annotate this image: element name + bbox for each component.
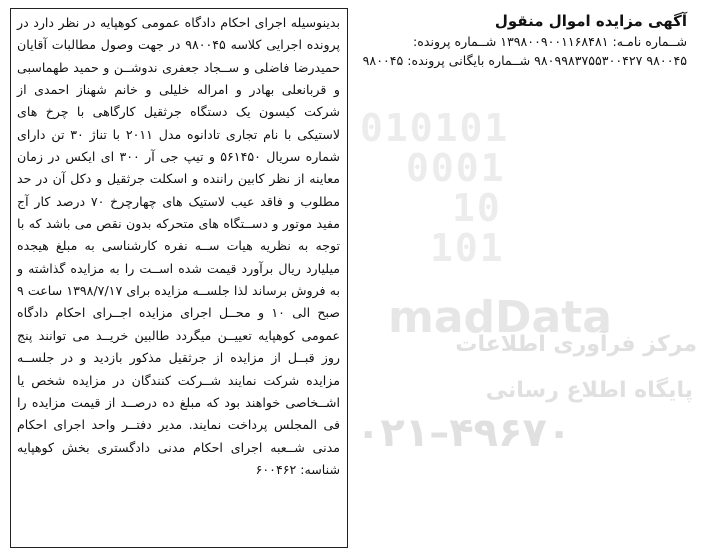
ad-body-text: بدینوسیله اجرای احکام دادگاه عمومی کوهپایه در نظر دارد در پرونده اجرایی کلاسه ۹۸۰۰۴۵ در جهت وصول مطالبات آقایان حمیدرضا فاضلی و ســجاد جعفری ندوشــن و حمید طهماسبی و قربانعلی بهادر و امراله خلیلی و خانم شهناز احمدی از شرکت کیسون یک دستگاه جرثقیل کارگاهی با چرخ های لاستیکی با نام تجاری تادانوه مدل ۲۰۱۱ با تناژ ۳۰ تن دارای شماره سریال ۵۶۱۴۵۰ و تیپ جی آر ۳۰۰ ای ایکس در زمان معاینه از نظر کابین راننده و اسکلت جرثقیل و دکل آن در حد مطلوب و فاقد عیب لاستیک های چهارچرخ ۷۰ درصد کار آج مفید موتور و دســتگاه های متحرکه بدون نقص می باشد که با توجه به نظریه هیات ســه نفره کارشناسی به مبلغ هیجده میلیارد ریال برآورد قیمت شده اســت را به مزایده گذاشته و به فروش برساند لذا جلســه مزایده برای ۱۳۹۸/۷/۱۷ ساعت ۹ صبح الی ۱۰ و محــل اجرای مزایده اجــرای احکام دادگاه عمومی کوهپایه تعییــن میگردد طالبین خریــد می توانند پنج روز قبــل از مزایده از جرثقیل مذکور بازدید و در جلســه مزایده شرکت نمایند شــرکت کنندگان در مزایده شخص یا اشــخاصی خواهند بود که مبلغ ده درصــد از قیمت مزایده را فی المجلس پرداخت نمایند. مدیر دفتــر واحد اجرای احکام مدنی شــعبه اجرای احکام مدنی دادگستری بخش کوهپایه شناسه: ۶۰۰۴۶۲ bbox=[17, 15, 341, 477]
watermark-logo-text: madData bbox=[388, 292, 612, 343]
watermark-digits bbox=[360, 108, 509, 268]
ad-title: آگهی مزایده اموال منقول bbox=[494, 12, 687, 30]
ad-header bbox=[357, 10, 687, 70]
watermark-digit-row: 10 bbox=[452, 186, 502, 230]
watermark-base-text: پایگاه اطلاع رسانی bbox=[485, 378, 693, 403]
file-number-line: ۹۸۰۰۴۵ ۹۸۰۹۹۸۳۷۵۵۳۰۰۴۲۷ شــماره بایگانی پرونده: ۹۸۰۰۴۵ bbox=[362, 53, 687, 68]
watermark-digit-row: 0001 bbox=[406, 146, 506, 190]
letter-number-line: شــماره نامـه: ۱۳۹۸۰۰۹۰۰۱۱۶۸۴۸۱ شــماره پرونده: bbox=[413, 34, 687, 49]
watermark-phone-text: ۰۲۱–۴۹۶۷۰ bbox=[356, 410, 572, 456]
ad-body-frame bbox=[10, 8, 348, 548]
watermark-digit-row: 101 bbox=[430, 226, 505, 270]
watermark-center-text: مرکز فرآوری اطلاعات bbox=[455, 332, 697, 357]
watermark-digit-row: 010101 bbox=[360, 106, 510, 150]
